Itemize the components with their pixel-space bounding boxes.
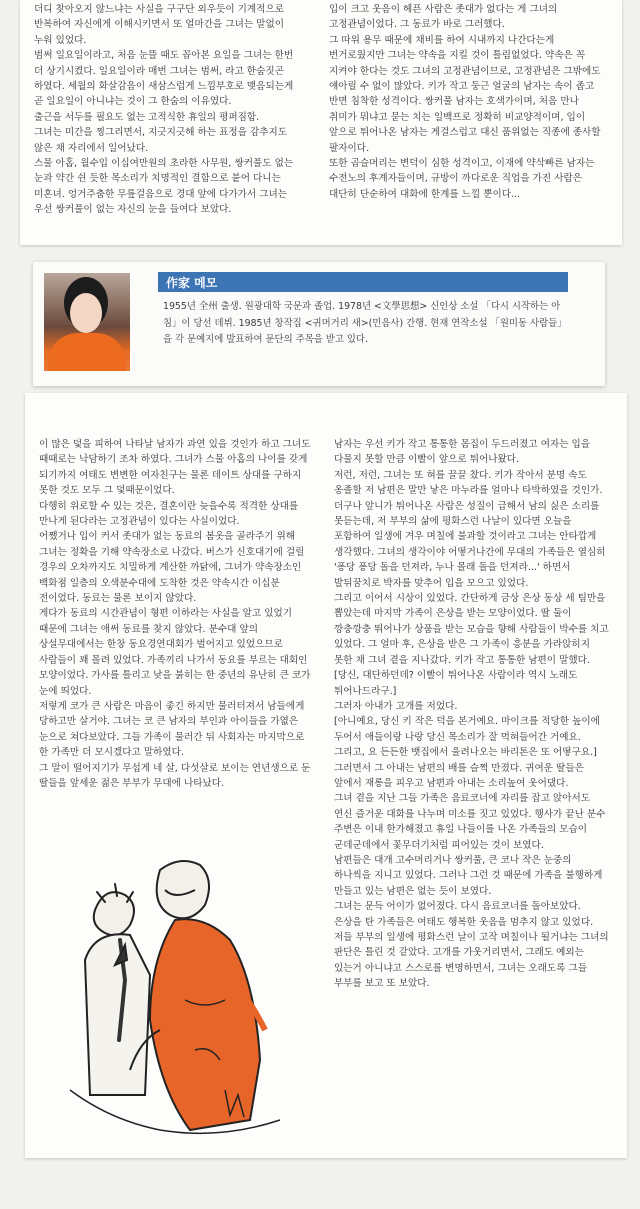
paragraph: 이 많은 덫을 피하여 나타날 남자가 과연 있을 것인가 하고 그녀도 때때로는 낙담하기 조차 하였다. 그녀가 스물 아홉의 나이를 갖게 되기까지 여태도 변변한 여자친구는 물론 데이트 상대를 구하지 못한 것도 모두 그 덫때문이었다. — [39, 439, 311, 497]
paragraph: 그녀 곁을 지난 그들 가족은 음료코너에 자리를 잡고 앉아서도 연신 즐거운 대화를 나누며 미소를 짓고 있었다. 행사가 끝난 분수 주변은 이내 한가해졌고 휴일 나들이를 나온 가족들의 모습이 군데군데에서 꽃무더기처럼 피어있는 것이 보였다. — [334, 793, 606, 851]
paragraph: 범써 일요일이라고, 처음 눈뜰 때도 꼽아본 요일을 그녀는 한번 더 상기시켰다. 일요일이라 매번 그녀는 범써, 라고 한숨짓곤 하였다. 세월의 화살감음이 새삼스럽게 느낌부호로 맺음되는게 곧 일요일이 아니냐는 것이 그 한숨의 이유였다. — [34, 50, 294, 108]
paragraph: 그녀는 미간을 찡그리면서, 지긋지긋해 하는 표정을 감추지도 않은 채 자리에서 일어났다. — [34, 127, 288, 154]
paragraph: 스물 아홉, 월수입 이십여만원의 초라한 사무원, 쌍커풀도 없는 눈과 약간 쉰 듯한 목소리가 치명적인 결함으로 붙어 다니는 미혼녀. 엉거주춤한 무릎걸음으로 경대 앞에 다가가서 그녀는 우선 쌍커풀이 없는 자신의 눈을 들여다 보았다. — [34, 158, 294, 216]
paragraph: 남편들은 대개 고수머리거나 쌍커풀, 큰 코나 작은 눈중의 하나씩을 지니고 있었다. 그러나 그런 것 때문에 가족을 불행하게 만들고 있는 남편은 없는 듯이 보였다. — [334, 854, 603, 897]
memo-title: 作家 메모 — [166, 276, 218, 290]
paragraph: 다행히 위로할 수 있는 것은, 결혼이란 늦을수록 적격한 상대를 만나게 된다라는 고정관념이 있다는 사실이었다. — [39, 500, 299, 528]
paragraph: [아니예요, 당신 키 작은 덕을 본거예요. 마이크를 적당한 높이에 두어서 애들이랑 나랑 당신 목소리가 잘 먹혀들어간 거예요. 그리고, 요 든든한 뱃집에서 울려나오는 바리톤은 또 어떻구요.] — [334, 716, 600, 759]
paragraph: 그리고 이어서 시상이 있었다. 간단하게 금상 은상 동상 세 팀만을 뽑았는데 마지막 가족이 은상을 받는 모양이었다. 딸 둘이 깡충깡충 뛰어나가 상품을 받는 모습을 향해 사람들이 박수를 치고 있었다. 그 얼마 후, 은상을 받은 그 가족이 흥분을 가라앉히지 못한 채 그녀 곁을 지나갔다. 키가 작고 통통한 남편이 말했다. — [334, 593, 609, 666]
paragraph: 그러면서 그 아내는 남편의 배를 슬쩍 만졌다. 귀여운 딸들은 앞에서 재롱을 피우고 남편과 아내는 소리높여 웃어댔다. — [334, 762, 584, 789]
top-left-column — [34, 2, 302, 218]
memo-body: 1955년 全州 출생. 원광대학 국문과 졸업. 1978년 <文學思想> 신인상 소설 「다시 시작하는 아침」이 당선 데뷔. 1985년 창작집 <귀머거리 새>(민음사) 간행. 현재 연작소설 「원미동 사람들」을 각 문예지에 발표하여 문단의 주목을 받고 있다. — [163, 301, 562, 345]
paragraph: [당신, 대단하던데? 이빨이 튀어나온 사람이라 역시 노래도 튀어나드라구.] — [334, 670, 578, 697]
story-illustration — [65, 850, 282, 1150]
memo-title-bar — [158, 272, 568, 292]
paragraph: 그녀는 문득 어이가 없어졌다. 다시 음료코너를 돌아보았다. 은상을 탄 가족들은 여태도 행복한 웃음을 멈추지 않고 있었다. 저들 부부의 일생에 평화스런 날이 고작 며칠이나 될거냐는 그녀의 판단은 틀린 것 같았다. 고개를 가웃거리면서, 그래도 예외는 있는거 아니냐고 스스로를 변명하면서, 그녀는 오래도록 그들 부부를 보고 또 보았다. — [334, 901, 609, 990]
paragraph: 그러자 아내가 고개를 저었다. — [334, 700, 458, 712]
paragraph: 더디 찾아오지 않느냐는 사실을 구구단 외우듯이 기계적으로 반복하여 자신에게 이해시키면서 또 얼마간을 그녀는 말없이 누워 있었다. — [34, 4, 284, 46]
paragraph: 출근을 서두를 필요도 없는 고적식한 휴일의 평퍼짐함. — [34, 111, 260, 123]
top-right-column — [329, 2, 605, 202]
paragraph: 게다가 동료의 시간관념이 형편 이하라는 사실을 알고 있었기 때문에 그녀는 애써 동료를 찾지 않았다. 분수대 앞의 상설무대에서는 한창 동요경연대회가 벌어지고 있었으므로 사람들이 꽤 몰려 있었다. 가족끼리 나가서 동요를 부르는 대회인 모양이었다. 가사를 틀리고 낮을 붉히는 한 중년의 유난히 큰 코가 눈에 띄었다. — [39, 608, 311, 697]
bottom-right-column — [334, 437, 610, 992]
author-photo-body — [48, 333, 126, 371]
author-photo-face — [70, 293, 102, 333]
paragraph: 또한 곱슬머리는 변덕이 심한 성격이고, 이재에 약삭빠른 남자는 수전노의 후계자들이며, 규방이 까다로운 직업을 가진 사람은 대단히 단순하여 대화에 한계를 느낄 뿐이다... — [329, 158, 595, 200]
paragraph: 저런, 저런, 그녀는 또 혀를 끌끌 찼다. 키가 작아서 분명 속도 옹졸할 저 남편은 말만 낳은 마누라를 얼마나 타박하였을 것인가. 더구나 앞니가 튀어나온 사람은 성질이 급해서 남의 싫은 소리를 못듣는데, 저 부부의 삶에 평화스런 나날이 있다면 오늘을 포함하여 일생에 겨우 며칠에 불과할 것이라고 그녀는 안타깝게 생각했다. 그녀의 생각이야 어떻거나간에 무대의 가족들은 열심히 '퐁당 퐁당 돌을 던져라, 누나 몰래 돌을 던져라...' 하면서 발뒤꿈치로 박자를 맞추어 입을 모으고 있었다. — [334, 469, 606, 589]
author-memo-card — [33, 262, 605, 386]
author-photo — [44, 273, 130, 371]
top-text-page — [20, 0, 622, 245]
paragraph: 입이 크고 웃음이 헤픈 사람은 좃대가 없다는 게 그녀의 고정관념이었다. 그 동료가 바로 그러했다. — [329, 4, 558, 31]
paragraph: 그 말이 떨어지기가 무섭게 네 살, 다섯살로 보이는 연년생으로 둔 딸들을 앞세운 젊은 부부가 무대에 나타났다. — [39, 762, 311, 789]
paragraph: 어쨌거나 입이 커서 좃대가 없는 동료의 봄옷을 골라주기 위해 그녀는 정확을 기해 약속장소로 나갔다. 버스가 신호대기에 걸릴 경우의 오차까지도 치밀하게 계산한 까닭에, 그녀가 약속장소인 백화점 일층의 오색분수대에 도착한 것은 약속시간 이십분 전이었다. 동료는 물론 보이지 않았다. — [39, 531, 305, 605]
paragraph: 남자는 우선 키가 작고 통통한 몸집이 두드러졌고 여자는 입을 다물지 못할 만큼 이빨이 앞으로 튀어나왔다. — [334, 439, 591, 466]
paragraph: 저렇게 코가 큰 사람은 마음이 좋긴 하지만 물러터져서 남들에게 당하고만 살거야. 그녀는 코 큰 남자의 부인과 아이들을 가엾은 눈으로 쳐다보았다. 그들 가족이 물러간 뒤 사회자는 마지막으로 한 가족만 더 모시겠다고 말하였다. — [39, 700, 305, 759]
paragraph: 그 따위 용무 때문에 채비를 하여 시내까지 나간다는게 번거로웠지만 그녀는 약속을 지킬 것이 틀림없었다. 약속은 꼭 지켜야 한다는 것도 그녀의 고정관념이므로, 고정관념은 그밖에도 얘아릴 수 없이 많았다. 키가 작고 둥근 얼굴의 남자는 속이 좁고 반면 침착한 성격이다. 쌍커풀 남자는 호색가이며, 처음 만나 취미가 뭐냐고 묻는 치는 일백프로 정확히 비교양적이며, 입이 앞으로 튀어나온 남자는 게걸스럽고 대신 품위없는 직종에 종사할 팔자이다. — [329, 34, 601, 154]
bottom-left-column — [39, 437, 313, 791]
